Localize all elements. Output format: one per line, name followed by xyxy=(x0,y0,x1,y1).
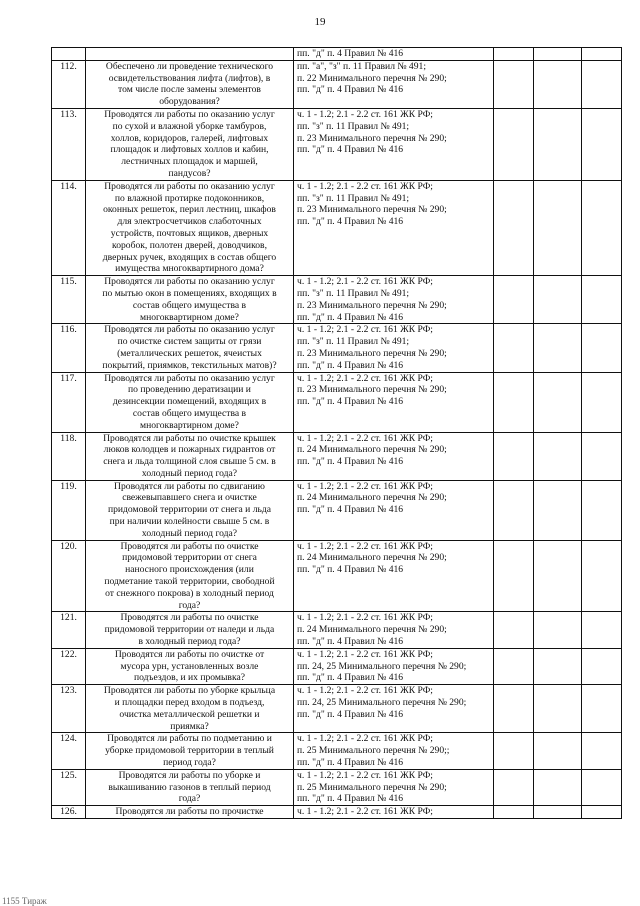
question-cell-line: уборке придомовой территории в теплый xyxy=(105,745,274,757)
question-cell-line: Проводятся ли работы по оказанию услуг xyxy=(104,324,275,336)
reference-cell-line: ч. 1 - 1.2; 2.1 - 2.2 ст. 161 ЖК РФ; xyxy=(297,733,433,745)
question-cell xyxy=(86,108,294,180)
answer-na-cell xyxy=(582,480,622,540)
number-cell xyxy=(52,48,86,61)
reference-cell xyxy=(294,432,494,480)
answer-yes-cell xyxy=(494,648,534,684)
table-row xyxy=(52,480,622,540)
answer-na-cell xyxy=(582,769,622,805)
question-cell-line: Проводятся ли работы по оказанию услуг xyxy=(104,372,275,384)
question-cell-line: свежевыпавшего снега и очистке xyxy=(122,492,257,504)
answer-na-cell xyxy=(582,108,622,180)
reference-cell-line: пп. "з" п. 11 Правил № 491; xyxy=(297,287,410,299)
answer-na-cell xyxy=(582,276,622,324)
question-cell-line: Проводятся ли работы по уборке крыльца xyxy=(103,685,276,697)
answer-yes-cell xyxy=(494,276,534,324)
reference-cell-line: пп. "д" п. 4 Правил № 416 xyxy=(297,144,404,156)
reference-cell-line: п. 25 Минимального перечня № 290; xyxy=(297,781,447,793)
question-cell-line: Проводятся ли работы по сдвиганию xyxy=(114,480,265,492)
answer-no-cell xyxy=(534,324,582,372)
reference-cell-line: ч. 1 - 1.2; 2.1 - 2.2 ст. 161 ЖК РФ; xyxy=(297,685,433,697)
checklist-body xyxy=(52,48,622,819)
question-cell-line: выкашиванию газонов в теплый период xyxy=(108,781,271,793)
reference-cell-line: пп. "д" п. 4 Правил № 416 xyxy=(297,757,404,769)
answer-yes-cell xyxy=(494,733,534,769)
answer-na-cell xyxy=(582,540,622,612)
page-number: 19 xyxy=(314,16,326,28)
reference-cell-line: пп. 24, 25 Минимального перечня № 290; xyxy=(297,660,467,672)
reference-cell-line: п. 22 Минимального перечня № 290; xyxy=(297,72,447,84)
question-cell-line: состав общего имущества в xyxy=(132,299,247,311)
question-cell-line: коробок, полотен дверей, доводчиков, xyxy=(112,239,267,251)
question-cell-line: по мытью окон в помещениях, входящих в xyxy=(102,287,277,299)
question-cell xyxy=(86,480,294,540)
answer-yes-cell xyxy=(494,612,534,648)
question-cell-line: том числе после замены элементов xyxy=(118,84,261,96)
question-cell-line: покрытий, приямков, текстильных матов)? xyxy=(102,359,277,371)
answer-na-cell xyxy=(582,372,622,432)
answer-na-cell xyxy=(582,612,622,648)
question-cell xyxy=(86,540,294,612)
question-cell-line: оборудования? xyxy=(159,96,220,108)
question-cell-line: Проводятся ли работы по уборке и xyxy=(118,769,261,781)
number-cell: 125. xyxy=(52,769,86,805)
reference-cell-line: пп. "д" п. 4 Правил № 416 xyxy=(297,396,404,408)
question-cell xyxy=(86,769,294,805)
number-cell: 122. xyxy=(52,648,86,684)
question-cell-line: дверных ручек, входящих в состав общего xyxy=(102,251,277,263)
reference-cell-line: пп. "д" п. 4 Правил № 416 xyxy=(297,793,404,805)
reference-cell-line: п. 23 Минимального перечня № 290; xyxy=(297,132,447,144)
reference-cell-line: ч. 1 - 1.2; 2.1 - 2.2 ст. 161 ЖК РФ; xyxy=(297,480,433,492)
reference-cell-line: пп. "д" п. 4 Правил № 416 xyxy=(297,84,404,96)
reference-cell xyxy=(294,685,494,733)
reference-cell-line: пп. "д" п. 4 Правил № 416 xyxy=(297,48,404,59)
question-cell-line: многоквартирном доме? xyxy=(140,311,239,323)
table-row xyxy=(52,648,622,684)
reference-cell xyxy=(294,180,494,275)
reference-cell-line: пп. "з" п. 11 Правил № 491; xyxy=(297,192,410,204)
question-cell-line: имущества многоквартирного дома? xyxy=(115,263,264,275)
question-cell-line: очистка металлической решетки и xyxy=(119,708,260,720)
reference-cell-line: пп. "д" п. 4 Правил № 416 xyxy=(297,216,404,228)
reference-cell-line: п. 23 Минимального перечня № 290; xyxy=(297,299,447,311)
reference-cell xyxy=(294,540,494,612)
reference-cell-line: пп. "д" п. 4 Правил № 416 xyxy=(297,708,404,720)
question-cell-line: Проводятся ли работы по оказанию услуг xyxy=(104,276,275,288)
reference-cell-line: ч. 1 - 1.2; 2.1 - 2.2 ст. 161 ЖК РФ; xyxy=(297,540,433,552)
question-cell-line: (металлических решеток, ячеистых xyxy=(117,347,262,359)
number-cell: 121. xyxy=(52,612,86,648)
question-cell-line: подметание такой территории, свободной xyxy=(104,576,275,588)
reference-cell-line: ч. 1 - 1.2; 2.1 - 2.2 ст. 161 ЖК РФ; xyxy=(297,769,433,781)
reference-cell-line: п. 25 Минимального перечня № 290;; xyxy=(297,745,450,757)
answer-no-cell xyxy=(534,685,582,733)
question-cell-line: холлов, коридоров, галерей, лифтовых xyxy=(110,132,269,144)
question-cell-line: наносного происхождения (или xyxy=(125,564,254,576)
question-cell-line: Проводятся ли работы по очистке xyxy=(120,540,259,552)
question-cell xyxy=(86,60,294,108)
answer-yes-cell xyxy=(494,372,534,432)
reference-cell xyxy=(294,108,494,180)
reference-cell-line: п. 23 Минимального перечня № 290; xyxy=(297,384,447,396)
answer-yes-cell xyxy=(494,108,534,180)
question-cell-line: Проводятся ли работы по оказанию услуг xyxy=(104,180,275,192)
question-cell-line: Проводятся ли работы по очистке крышек xyxy=(103,432,276,444)
table-row xyxy=(52,540,622,612)
question-cell-line: площадок и лифтовых холлов и кабин, xyxy=(110,144,269,156)
table-row xyxy=(52,60,622,108)
answer-yes-cell xyxy=(494,540,534,612)
reference-cell-line: п. 24 Минимального перечня № 290; xyxy=(297,444,447,456)
answer-no-cell xyxy=(534,806,582,819)
answer-no-cell xyxy=(534,432,582,480)
reference-cell-line: пп. 24, 25 Минимального перечня № 290; xyxy=(297,697,467,709)
answer-no-cell xyxy=(534,733,582,769)
question-cell-line: люков колодцев и пожарных гидрантов от xyxy=(103,444,276,456)
answer-no-cell xyxy=(534,48,582,61)
question-cell-line: для электросчетчиков слаботочных xyxy=(117,216,262,228)
question-cell-line: состав общего имущества в xyxy=(132,407,247,419)
reference-cell xyxy=(294,648,494,684)
reference-cell-line: пп. "д" п. 4 Правил № 416 xyxy=(297,359,404,371)
reference-cell-line: ч. 1 - 1.2; 2.1 - 2.2 ст. 161 ЖК РФ; xyxy=(297,108,433,120)
answer-na-cell xyxy=(582,648,622,684)
reference-cell-line: п. 24 Минимального перечня № 290; xyxy=(297,624,447,636)
answer-yes-cell xyxy=(494,769,534,805)
question-cell xyxy=(86,685,294,733)
table-row xyxy=(52,432,622,480)
question-cell-line: оконных решеток, перил лестниц, шкафов xyxy=(103,204,276,216)
table-row xyxy=(52,733,622,769)
reference-cell-line: пп. "д" п. 4 Правил № 416 xyxy=(297,672,404,684)
question-cell-line: Проводятся ли работы по очистке xyxy=(120,612,259,624)
answer-na-cell xyxy=(582,324,622,372)
answer-yes-cell xyxy=(494,806,534,819)
number-cell: 113. xyxy=(52,108,86,180)
reference-cell xyxy=(294,60,494,108)
reference-cell-line: ч. 1 - 1.2; 2.1 - 2.2 ст. 161 ЖК РФ; xyxy=(297,180,433,192)
reference-cell-line: ч. 1 - 1.2; 2.1 - 2.2 ст. 161 ЖК РФ; xyxy=(297,276,433,288)
question-cell-line: период года? xyxy=(163,757,216,769)
number-cell: 123. xyxy=(52,685,86,733)
question-cell-line: по сухой и влажной уборке тамбуров, xyxy=(112,120,267,132)
question-cell-line: по влажной протирке подоконников, xyxy=(114,192,265,204)
question-cell-line: приямка? xyxy=(170,720,209,732)
reference-cell xyxy=(294,806,494,819)
question-cell-line: по проведению дератизации и xyxy=(128,384,251,396)
question-cell xyxy=(86,48,294,61)
question-cell-line: Обеспечено ли проведение технического xyxy=(105,60,274,72)
reference-cell xyxy=(294,733,494,769)
answer-yes-cell xyxy=(494,432,534,480)
question-cell xyxy=(86,612,294,648)
question-cell-line: придомовой территории от наледи и льда xyxy=(104,624,275,636)
reference-cell-line: пп. "д" п. 4 Правил № 416 xyxy=(297,636,404,648)
question-cell-line: лестничных площадок и маршей, xyxy=(121,156,258,168)
answer-no-cell xyxy=(534,648,582,684)
footer-stamp: 1155 Тираж xyxy=(2,896,47,906)
question-cell-line: Проводятся ли работы по очистке от xyxy=(114,648,265,660)
answer-yes-cell xyxy=(494,48,534,61)
answer-no-cell xyxy=(534,180,582,275)
reference-cell-line: пп. "д" п. 4 Правил № 416 xyxy=(297,504,404,516)
answer-no-cell xyxy=(534,540,582,612)
question-cell-line: подъездов, и их промывка? xyxy=(134,672,245,684)
question-cell-line: холодный период года? xyxy=(141,467,238,479)
number-cell: 115. xyxy=(52,276,86,324)
answer-yes-cell xyxy=(494,685,534,733)
answer-no-cell xyxy=(534,480,582,540)
reference-cell-line: ч. 1 - 1.2; 2.1 - 2.2 ст. 161 ЖК РФ; xyxy=(297,612,433,624)
table-row xyxy=(52,612,622,648)
reference-cell-line: пп. "д" п. 4 Правил № 416 xyxy=(297,456,404,468)
question-cell-line: от снежного покрова) в холодный период xyxy=(105,587,274,599)
question-cell-line: освидетельствования лифта (лифтов), в xyxy=(108,72,271,84)
answer-na-cell xyxy=(582,685,622,733)
question-cell-line: Проводятся ли работы по подметанию и xyxy=(107,733,272,745)
reference-cell-line: ч. 1 - 1.2; 2.1 - 2.2 ст. 161 ЖК РФ; xyxy=(297,432,433,444)
table-row xyxy=(52,372,622,432)
question-cell xyxy=(86,324,294,372)
reference-cell xyxy=(294,612,494,648)
number-cell: 112. xyxy=(52,60,86,108)
table-row xyxy=(52,276,622,324)
answer-no-cell xyxy=(534,612,582,648)
table-row-continued xyxy=(52,48,622,61)
answer-no-cell xyxy=(534,372,582,432)
question-cell-line: придомовой территории от снега xyxy=(122,552,257,564)
reference-cell xyxy=(294,48,494,61)
number-cell: 126. xyxy=(52,806,86,819)
reference-cell-line: ч. 1 - 1.2; 2.1 - 2.2 ст. 161 ЖК РФ; xyxy=(297,648,433,660)
number-cell: 116. xyxy=(52,324,86,372)
question-cell-line: года? xyxy=(178,599,201,611)
question-cell xyxy=(86,372,294,432)
question-cell-line: Проводятся ли работы по оказанию услуг xyxy=(104,108,275,120)
reference-cell-line: п. 23 Минимального перечня № 290; xyxy=(297,204,447,216)
question-cell-line: холодный период года? xyxy=(141,527,238,539)
reference-cell xyxy=(294,324,494,372)
question-cell-line: при наличии колейности свыше 5 см. в xyxy=(109,516,270,528)
reference-cell xyxy=(294,769,494,805)
reference-cell xyxy=(294,480,494,540)
number-cell: 118. xyxy=(52,432,86,480)
answer-yes-cell xyxy=(494,480,534,540)
answer-na-cell xyxy=(582,180,622,275)
question-cell-line: в холодный период года? xyxy=(138,636,241,648)
answer-yes-cell xyxy=(494,180,534,275)
question-cell xyxy=(86,180,294,275)
answer-no-cell xyxy=(534,60,582,108)
question-cell xyxy=(86,432,294,480)
table-row xyxy=(52,769,622,805)
question-cell-line: мусора урн, установленных возле xyxy=(120,660,259,672)
answer-no-cell xyxy=(534,276,582,324)
number-cell: 117. xyxy=(52,372,86,432)
question-cell-line: и площадки перед входом в подъезд, xyxy=(114,697,265,709)
question-cell xyxy=(86,276,294,324)
answer-na-cell xyxy=(582,432,622,480)
checklist-table xyxy=(51,47,622,819)
question-cell-line: устройств, почтовых ящиков, дверных xyxy=(110,227,269,239)
reference-cell-line: пп. "д" п. 4 Правил № 416 xyxy=(297,311,404,323)
reference-cell xyxy=(294,372,494,432)
answer-yes-cell xyxy=(494,60,534,108)
reference-cell xyxy=(294,276,494,324)
reference-cell-line: пп. "а", "з" п. 11 Правил № 491; xyxy=(297,60,426,72)
reference-cell-line: ч. 1 - 1.2; 2.1 - 2.2 ст. 161 ЖК РФ; xyxy=(297,324,433,336)
table-row xyxy=(52,685,622,733)
answer-na-cell xyxy=(582,48,622,61)
question-cell-line: многоквартирном доме? xyxy=(140,419,239,431)
question-cell xyxy=(86,806,294,819)
reference-cell-line: п. 23 Минимального перечня № 290; xyxy=(297,347,447,359)
reference-cell-line: пп. "з" п. 11 Правил № 491; xyxy=(297,336,410,348)
answer-no-cell xyxy=(534,108,582,180)
question-cell-line: по очистке систем защиты от грязи xyxy=(117,336,262,348)
question-cell-line: придомовой территории от снега и льда xyxy=(107,504,272,516)
question-cell-line: Проводятся ли работы по прочистке xyxy=(115,806,264,818)
question-cell-line: снега и льда толщиной слоя свыше 5 см. в xyxy=(103,456,276,468)
question-cell-line: пандусов? xyxy=(168,167,211,179)
reference-cell-line: пп. "д" п. 4 Правил № 416 xyxy=(297,564,404,576)
answer-yes-cell xyxy=(494,324,534,372)
question-cell-line: дезинсекции помещений, входящих в xyxy=(112,396,267,408)
reference-cell-line: п. 24 Минимального перечня № 290; xyxy=(297,492,447,504)
question-cell xyxy=(86,648,294,684)
answer-na-cell xyxy=(582,60,622,108)
reference-cell-line: ч. 1 - 1.2; 2.1 - 2.2 ст. 161 ЖК РФ; xyxy=(297,806,433,818)
table-row xyxy=(52,180,622,275)
question-cell-line: года? xyxy=(178,793,201,805)
reference-cell-line: пп. "з" п. 11 Правил № 491; xyxy=(297,120,410,132)
table-row xyxy=(52,806,622,819)
table-row xyxy=(52,324,622,372)
answer-na-cell xyxy=(582,806,622,819)
number-cell: 124. xyxy=(52,733,86,769)
answer-na-cell xyxy=(582,733,622,769)
reference-cell-line: п. 24 Минимального перечня № 290; xyxy=(297,552,447,564)
table-row xyxy=(52,108,622,180)
number-cell: 119. xyxy=(52,480,86,540)
reference-cell-line: ч. 1 - 1.2; 2.1 - 2.2 ст. 161 ЖК РФ; xyxy=(297,372,433,384)
question-cell xyxy=(86,733,294,769)
number-cell: 120. xyxy=(52,540,86,612)
answer-no-cell xyxy=(534,769,582,805)
number-cell: 114. xyxy=(52,180,86,275)
